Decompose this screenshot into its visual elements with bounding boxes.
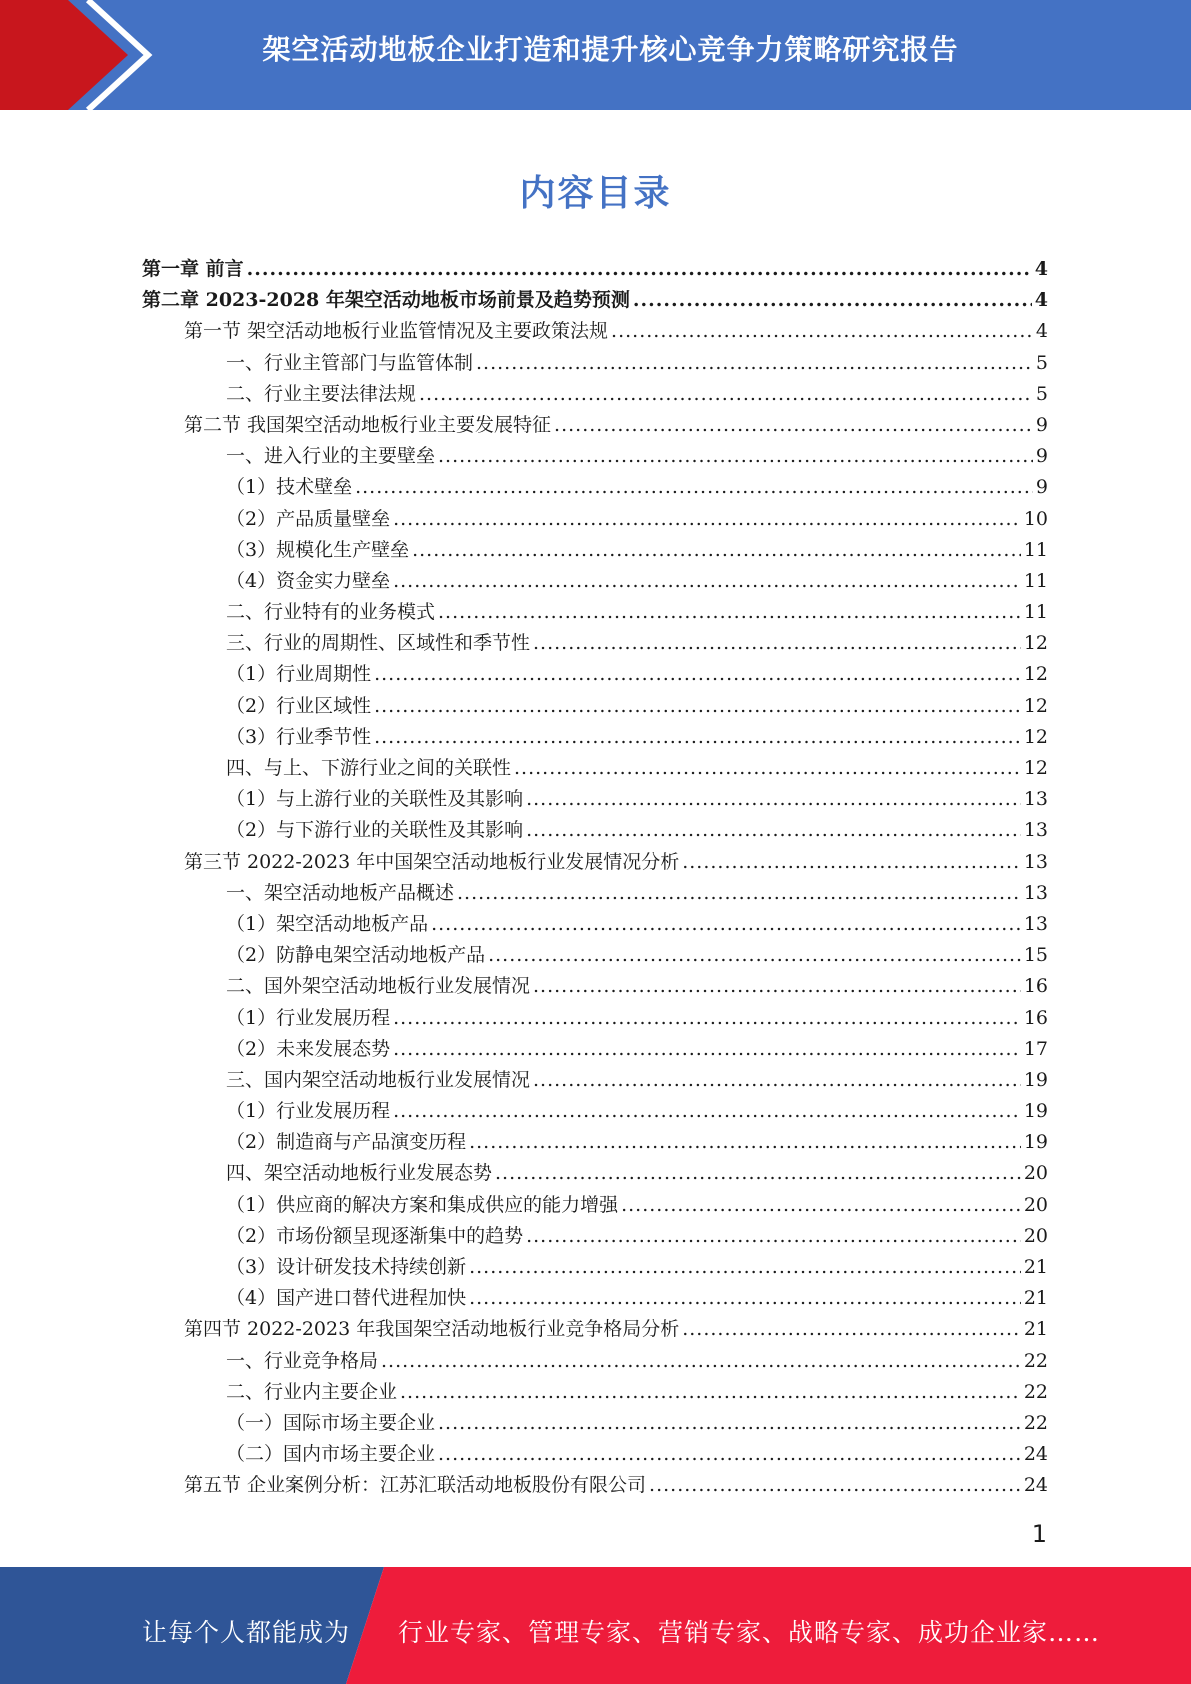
toc-dot-leader — [431, 909, 1021, 940]
toc-dot-leader — [393, 566, 1021, 597]
toc-entry-label: （1）行业发展历程 — [226, 1006, 391, 1029]
toc-entry[interactable] — [142, 628, 1048, 659]
toc-dot-leader — [469, 1283, 1021, 1314]
toc-entry-label: （3）规模化生产壁垒 — [226, 538, 410, 561]
toc-entry[interactable] — [142, 1190, 1048, 1221]
toc-entry-page: 16 — [1023, 1006, 1048, 1029]
toc-entry[interactable] — [142, 472, 1048, 503]
toc-entry-label: 一、行业竞争格局 — [226, 1349, 379, 1372]
toc-entry-page: 19 — [1023, 1131, 1048, 1154]
toc-entry-label: 第四节 2022-2023 年我国架空活动地板行业竞争格局分析 — [184, 1318, 680, 1341]
toc-entry[interactable] — [142, 1003, 1048, 1034]
toc-entry-label: 二、行业主要法律法规 — [226, 382, 417, 405]
toc-entry-page: 24 — [1023, 1474, 1048, 1497]
toc-dot-leader — [495, 1158, 1021, 1189]
toc-entry[interactable] — [142, 659, 1048, 690]
toc-entry[interactable] — [142, 1408, 1048, 1439]
toc-entry-label: （1）行业发展历程 — [226, 1100, 391, 1123]
toc-entry-label: 一、进入行业的主要壁垒 — [226, 445, 436, 468]
toc-entry[interactable] — [142, 379, 1048, 410]
toc-entry-label: 四、架空活动地板行业发展态势 — [226, 1162, 493, 1185]
toc-entry-page: 12 — [1023, 725, 1048, 748]
toc-dot-leader — [374, 691, 1021, 722]
toc-entry-label: 三、国内架空活动地板行业发展情况 — [226, 1068, 531, 1091]
table-of-contents — [142, 254, 1048, 1502]
toc-entry-label: （3）设计研发技术持续创新 — [226, 1256, 467, 1278]
toc-entry-page: 12 — [1023, 757, 1048, 779]
toc-dot-leader — [393, 1096, 1021, 1127]
toc-dot-leader — [412, 535, 1021, 566]
toc-dot-leader — [633, 285, 1032, 316]
toc-dot-leader — [526, 815, 1021, 846]
toc-dot-leader — [247, 254, 1032, 285]
toc-dot-leader — [488, 940, 1021, 971]
toc-dot-leader — [682, 847, 1021, 878]
toc-entry[interactable] — [142, 1314, 1048, 1345]
toc-dot-leader — [469, 1252, 1021, 1283]
toc-entry-page: 15 — [1023, 944, 1048, 967]
toc-entry-page: 9 — [1035, 413, 1048, 436]
toc-entry-page: 13 — [1023, 912, 1048, 935]
toc-entry[interactable] — [142, 1470, 1048, 1501]
toc-entry-label: 三、行业的周期性、区域性和季节性 — [226, 632, 531, 655]
toc-dot-leader — [526, 784, 1021, 815]
toc-entry-label: （1）供应商的解决方案和集成供应的能力增强 — [226, 1193, 619, 1216]
toc-entry[interactable] — [142, 316, 1048, 347]
page-number: 1 — [1031, 1520, 1047, 1548]
toc-dot-leader — [400, 1377, 1021, 1408]
toc-dot-leader — [621, 1190, 1021, 1221]
toc-dot-leader — [682, 1314, 1021, 1345]
toc-entry-page: 22 — [1023, 1411, 1048, 1434]
toc-entry-page: 21 — [1023, 1256, 1048, 1278]
footer-slogan-right: 行业专家、管理专家、营销专家、战略专家、成功企业家…… — [398, 1618, 1101, 1647]
footer-slogan-left: 让每个人都能成为 — [142, 1618, 351, 1647]
toc-entry-page: 4 — [1034, 289, 1048, 312]
toc-entry-label: 四、与上、下游行业之间的关联性 — [226, 757, 512, 779]
toc-entry[interactable] — [142, 1065, 1048, 1096]
toc-heading: 内容目录 — [519, 173, 672, 214]
toc-entry-label: （2）制造商与产品演变历程 — [226, 1131, 467, 1154]
toc-entry[interactable] — [142, 722, 1048, 753]
toc-entry-page: 20 — [1023, 1162, 1048, 1185]
toc-entry-label: 第三节 2022-2023 年中国架空活动地板行业发展情况分析 — [184, 850, 680, 873]
toc-entry-page: 13 — [1023, 819, 1048, 842]
toc-entry-page: 16 — [1023, 975, 1048, 998]
toc-dot-leader — [355, 472, 1033, 503]
toc-entry[interactable] — [142, 566, 1048, 597]
toc-entry[interactable] — [142, 691, 1048, 722]
toc-entry-label: （4）国产进口替代进程加快 — [226, 1287, 467, 1310]
toc-entry-page: 5 — [1035, 382, 1048, 405]
toc-dot-leader — [476, 348, 1033, 379]
toc-entry-page: 11 — [1023, 601, 1048, 624]
toc-entry-label: （2）未来发展态势 — [226, 1037, 391, 1060]
toc-entry-page: 20 — [1023, 1193, 1048, 1216]
toc-entry-page: 17 — [1023, 1037, 1048, 1060]
toc-dot-leader — [438, 1408, 1021, 1439]
toc-entry[interactable] — [142, 1034, 1048, 1065]
toc-entry-label: 二、行业内主要企业 — [226, 1380, 398, 1403]
toc-entry-page: 12 — [1023, 663, 1048, 686]
toc-entry-label: （2）与下游行业的关联性及其影响 — [226, 819, 524, 842]
toc-dot-leader — [381, 1346, 1021, 1377]
toc-entry[interactable] — [142, 847, 1048, 878]
toc-entry-page: 19 — [1023, 1068, 1048, 1091]
toc-entry-label: 第五节 企业案例分析：江苏汇联活动地板股份有限公司 — [184, 1474, 647, 1497]
toc-entry[interactable] — [142, 441, 1048, 472]
toc-dot-leader — [457, 878, 1021, 909]
toc-entry[interactable] — [142, 1346, 1048, 1377]
toc-dot-leader — [374, 659, 1021, 690]
toc-entry[interactable] — [142, 535, 1048, 566]
toc-entry-page: 24 — [1023, 1443, 1048, 1466]
toc-entry-page: 21 — [1023, 1318, 1048, 1341]
toc-entry[interactable] — [142, 909, 1048, 940]
toc-entry-label: 二、国外架空活动地板行业发展情况 — [226, 975, 531, 998]
toc-entry[interactable] — [142, 410, 1048, 441]
toc-entry[interactable] — [142, 504, 1048, 535]
toc-entry-page: 12 — [1023, 632, 1048, 655]
toc-entry[interactable] — [142, 254, 1048, 285]
toc-entry-label: （1）架空活动地板产品 — [226, 912, 429, 935]
toc-dot-leader — [533, 971, 1021, 1002]
toc-entry-page: 11 — [1023, 538, 1048, 561]
toc-entry-page: 5 — [1035, 351, 1048, 374]
toc-entry[interactable] — [142, 1377, 1048, 1408]
toc-entry-label: （一）国际市场主要企业 — [226, 1411, 436, 1434]
toc-entry-label: 第一章 前言 — [142, 258, 244, 280]
toc-entry-label: （2）防静电架空活动地板产品 — [226, 944, 486, 967]
footer-banner — [0, 1567, 1191, 1684]
report-title: 架空活动地板企业打造和提升核心竞争力策略研究报告 — [262, 33, 959, 66]
toc-entry[interactable] — [142, 1096, 1048, 1127]
toc-dot-leader — [533, 628, 1021, 659]
toc-dot-leader — [438, 1439, 1021, 1470]
toc-entry-page: 4 — [1034, 258, 1048, 280]
toc-entry-page: 4 — [1035, 320, 1048, 343]
toc-entry[interactable] — [142, 753, 1048, 784]
toc-entry-page: 13 — [1023, 850, 1048, 873]
toc-entry-page: 20 — [1023, 1224, 1048, 1247]
toc-entry-page: 9 — [1035, 445, 1048, 468]
toc-entry[interactable] — [142, 971, 1048, 1002]
toc-dot-leader — [438, 597, 1021, 628]
toc-entry-page: 19 — [1023, 1100, 1048, 1123]
toc-entry-label: 一、行业主管部门与监管体制 — [226, 351, 474, 374]
toc-entry-label: （2）产品质量壁垒 — [226, 507, 391, 530]
toc-entry-page: 22 — [1023, 1349, 1048, 1372]
toc-dot-leader — [554, 410, 1033, 441]
toc-entry[interactable] — [142, 1283, 1048, 1314]
toc-dot-leader — [514, 753, 1021, 784]
toc-entry-label: （二）国内市场主要企业 — [226, 1443, 436, 1466]
toc-dot-leader — [533, 1065, 1021, 1096]
toc-entry-page: 11 — [1023, 569, 1048, 592]
toc-dot-leader — [438, 441, 1033, 472]
toc-dot-leader — [374, 722, 1021, 753]
toc-entry[interactable] — [142, 285, 1048, 316]
toc-entry-label: 第一节 架空活动地板行业监管情况及主要政策法规 — [184, 320, 609, 343]
toc-entry[interactable] — [142, 1252, 1048, 1283]
toc-entry-label: （2）市场份额呈现逐渐集中的趋势 — [226, 1224, 524, 1247]
toc-entry-page: 13 — [1023, 881, 1048, 904]
toc-entry-label: （1）与上游行业的关联性及其影响 — [226, 788, 524, 811]
toc-entry-page: 13 — [1023, 788, 1048, 811]
toc-entry[interactable] — [142, 348, 1048, 379]
toc-dot-leader — [611, 316, 1033, 347]
toc-entry-label: 二、行业特有的业务模式 — [226, 601, 436, 624]
toc-dot-leader — [419, 379, 1033, 410]
toc-entry-label: 第二节 我国架空活动地板行业主要发展特征 — [184, 413, 552, 436]
header-banner — [0, 0, 1191, 110]
toc-dot-leader — [526, 1221, 1021, 1252]
toc-entry[interactable] — [142, 1127, 1048, 1158]
toc-entry[interactable] — [142, 1439, 1048, 1470]
toc-entry[interactable] — [142, 878, 1048, 909]
toc-entry[interactable] — [142, 940, 1048, 971]
toc-dot-leader — [649, 1470, 1021, 1501]
toc-entry[interactable] — [142, 815, 1048, 846]
toc-dot-leader — [393, 1034, 1021, 1065]
toc-entry-label: （4）资金实力壁垒 — [226, 569, 391, 592]
toc-entry-label: （1）技术壁垒 — [226, 476, 353, 499]
toc-entry[interactable] — [142, 597, 1048, 628]
toc-entry-page: 10 — [1023, 507, 1048, 530]
toc-entry-label: 一、架空活动地板产品概述 — [226, 881, 455, 904]
toc-dot-leader — [393, 1003, 1021, 1034]
toc-dot-leader — [469, 1127, 1021, 1158]
toc-entry-page: 22 — [1023, 1380, 1048, 1403]
toc-entry[interactable] — [142, 784, 1048, 815]
toc-entry-page: 12 — [1023, 694, 1048, 717]
toc-entry-label: （1）行业周期性 — [226, 663, 372, 686]
toc-entry-label: 第二章 2023-2028 年架空活动地板市场前景及趋势预测 — [142, 289, 630, 312]
toc-entry-label: （3）行业季节性 — [226, 725, 372, 748]
toc-entry-label: （2）行业区域性 — [226, 694, 372, 717]
toc-entry-page: 21 — [1023, 1287, 1048, 1310]
toc-entry[interactable] — [142, 1158, 1048, 1189]
toc-entry[interactable] — [142, 1221, 1048, 1252]
toc-dot-leader — [393, 504, 1021, 535]
toc-entry-page: 9 — [1035, 476, 1048, 499]
